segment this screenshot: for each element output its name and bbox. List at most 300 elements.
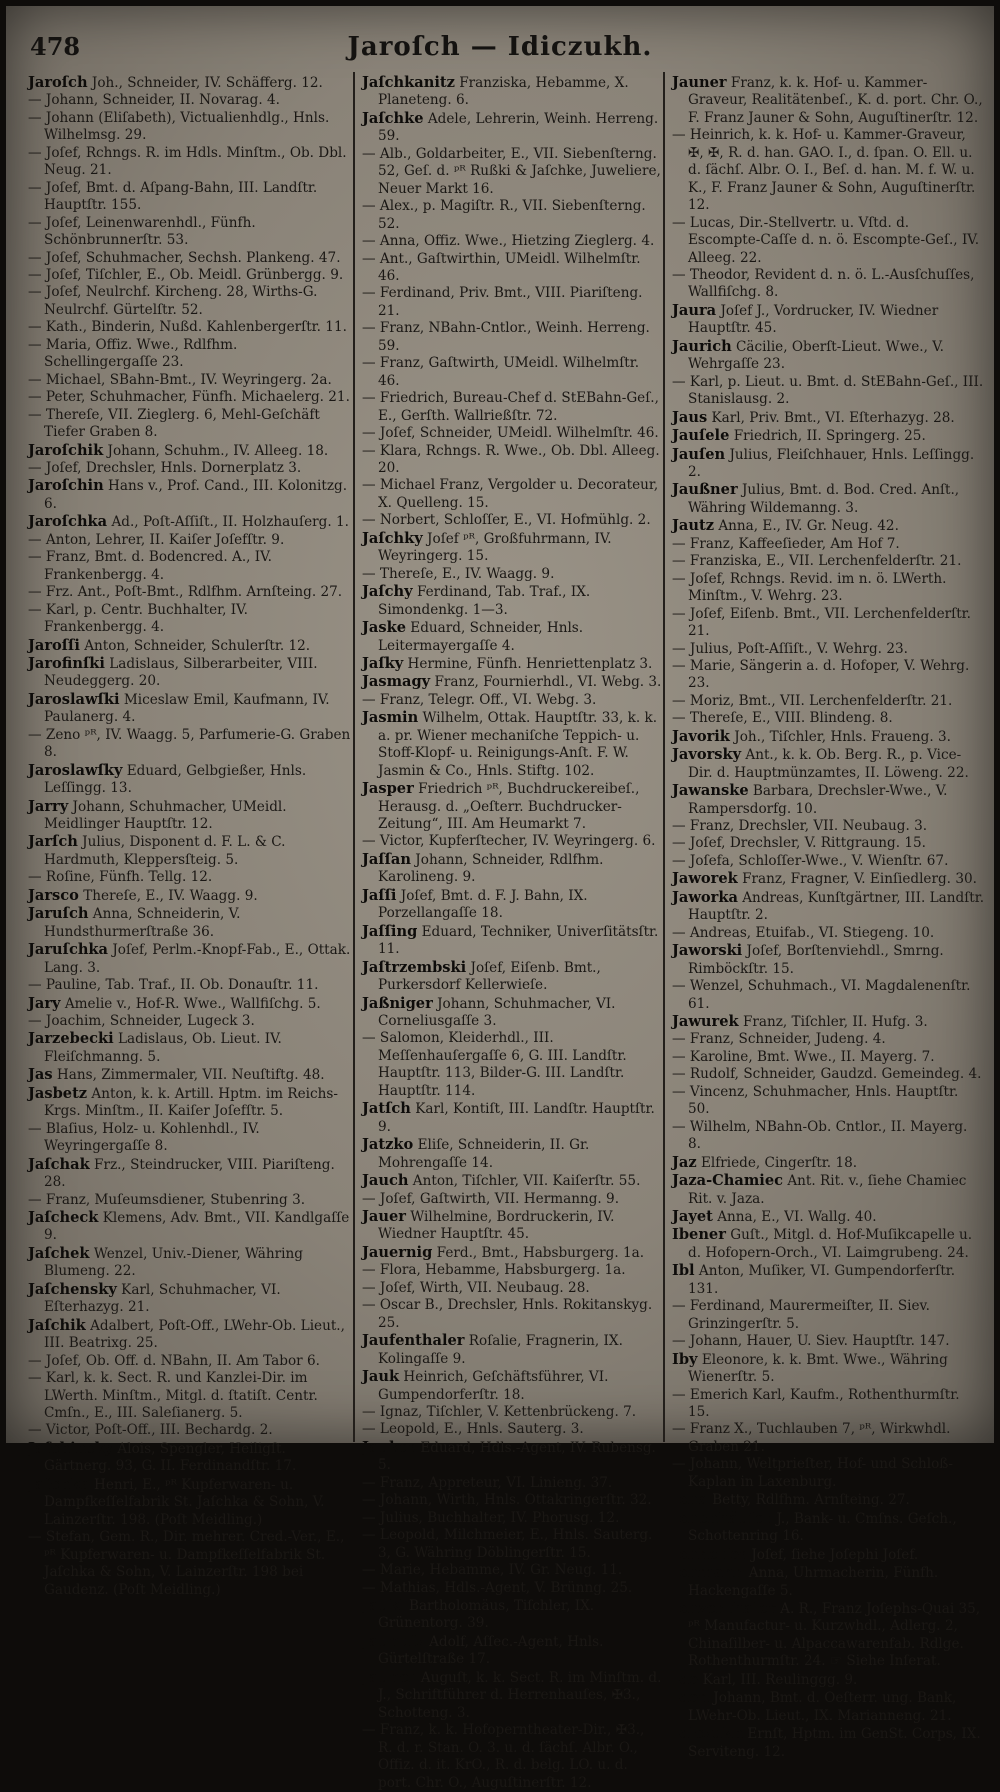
entry-surname: Jaz (672, 1153, 697, 1171)
directory-entry (362, 1404, 662, 1421)
directory-entry (28, 180, 352, 215)
directory-entry (362, 1527, 662, 1562)
directory-entry (672, 658, 984, 693)
directory-entry (362, 655, 662, 673)
directory-entry (28, 1353, 352, 1370)
entry-text: — Salomon, Kleiderhdl., III. Meſſenhauſergaſſe 6, G. III. Landſtr. Hauptſtr. 113, Bilder-G. III. Landſtr. Hauptſtr. 114. (362, 1030, 627, 1099)
entry-surname: Jayet (672, 1208, 713, 1225)
entry-text: — Michael Franz, Vergolder u. Decorateur, X. Quelleng. 15. (362, 477, 659, 511)
entry-text: Eduard, Schneider, Hnls. Leitermayergaſſe 4. (378, 620, 584, 654)
entry-surname: Jasmagy (362, 673, 431, 691)
entry-surname: Jarofinſki (28, 654, 105, 672)
directory-entry (672, 1031, 984, 1048)
entry-text: — Kath., Binderin, Nußd. Kahlenbergerſtr. 11. (28, 319, 347, 336)
entry-text: — Franz, k. k. Hofoperntheater-Dir., ✠3., R. d. r. Stan. O. 3. u. d. ſächſ. Albr. O., Offiz. d. it. KrO., R. d. belg. LO. u. d. port. Chr. O., Auguſtinerſtr. 12. (362, 1722, 645, 1791)
entry-surname: Jaußner (672, 481, 738, 499)
directory-entry (672, 1298, 984, 1333)
entry-surname: Jaſchensky (28, 1280, 117, 1298)
entry-text: — Roſine, Fünfh. Tellg. 12. (28, 869, 213, 886)
directory-entry (672, 215, 984, 267)
entry-text: — Leopold, Milchmeier, E., Hnls. Sauterg. 3, G. Währing Döblingerſtr. 15. (362, 1527, 653, 1561)
entry-text: Joſef, Borſtenviehdl., Smrng. Rimböckſtr. 15. (688, 943, 944, 977)
directory-entry (28, 1121, 352, 1156)
directory-entry (362, 619, 662, 655)
directory-entry (28, 691, 352, 727)
entry-surname: Ide (672, 1670, 699, 1688)
entry-text: — Maria, Offiz. Wwe., Rdlfhm. Schellingergaſſe 23. (28, 336, 238, 371)
entry-text: Eliſe, Schneiderin, II. Gr. Mohrengaſſe 14. (378, 1137, 590, 1171)
directory-entry (672, 571, 984, 606)
directory-entry (672, 481, 984, 517)
entry-text: Ladislaus, Ob. Lieut. IV. Fleiſchmanng. 5. (44, 1031, 282, 1065)
entry-text: — Thereſe, VII. Zieglerg. 6, Mehl-Geſchäft Tiefer Graben 8. (28, 406, 320, 441)
directory-entry (672, 517, 984, 535)
directory-entry (672, 1226, 984, 1262)
entry-text: Joſef, Eiſenb. Bmt., Purkersdorf Kellerwieſe. (378, 959, 601, 994)
entry-text: — Joſef, Ob. Off. d. NBahn, II. Am Tabor 6. (28, 1352, 320, 1369)
entry-surname: Jasbetz (28, 1084, 88, 1102)
directory-entry (672, 1013, 984, 1031)
entry-text: Anton, Tiſchler, VII. Kaiſerſtr. 55. (408, 1173, 641, 1190)
entry-text: Julius, Disponent d. F. L. & C. Hardmuth, Kleppersſteig. 5. (44, 834, 286, 868)
directory-entry (28, 1030, 352, 1066)
directory-page (6, 6, 994, 1791)
entry-surname: Ibl (672, 1262, 695, 1280)
entry-text: Karl, Kontiſt, III. Landſtr. Hauptſtr. 9. (378, 1101, 655, 1135)
directory-entry (28, 727, 352, 762)
directory-entry (28, 215, 352, 250)
entry-text: Adalbert, Poſt-Off., LWehr-Ob. Lieut., III. Beatrixg. 25. (44, 1317, 345, 1352)
directory-entry (362, 780, 662, 833)
entry-text: Joſef J., Vordrucker, IV. Wiedner Hauptſtr. 45. (688, 302, 939, 337)
entry-text: — Oscar B., Drechsler, Hnls. Rokitanskyg. 25. (362, 1297, 653, 1331)
entry-text: Joſef ᵖᴿ, Großfuhrmann, IV. Weyringerg. 15. (378, 530, 612, 565)
column-rule (353, 72, 355, 1442)
entry-text: — Wilhelm, NBahn-Ob. Cntlor., II. Mayerg. 8. (672, 1118, 968, 1153)
directory-entry (28, 407, 352, 442)
entry-text: — Franz, Schneider, Judeng. 4. (672, 1031, 886, 1048)
entry-text: — Franz, Kaffeeſieder, Am Hof 7. (672, 535, 900, 552)
directory-entry (362, 887, 662, 923)
directory-entry (672, 1154, 984, 1172)
entry-surname: Jaroſſi (28, 636, 80, 654)
entry-text: Johann, Schuhm., IV. Alleeg. 18. (103, 442, 329, 459)
entry-text: — Johann, Weltprieſter, Hof- und Schloß-Kaplan in Laxenburg. (672, 1456, 953, 1490)
page-header (6, 32, 994, 72)
directory-entry (28, 1245, 352, 1281)
entry-text: — Franziska, E., VII. Lerchenfelderſtr. 21. (672, 553, 962, 570)
directory-entry (28, 1156, 352, 1192)
entry-surname: Jaworka (672, 888, 738, 906)
directory-entry (28, 602, 352, 637)
entry-text: — Joſef, Neulrchf. Kircheng. 28, Wirths-G. Neulrchf. Gürtelſtr. 52. (28, 284, 318, 318)
entry-surname: Jaroſch (28, 74, 88, 91)
entry-text: Anton, Schneider, Schulerſtr. 12. (79, 637, 311, 654)
entry-text: Friedrich ᵖᴿ, Buchdruckereibeſ., Herausg. d. „Oeſterr. Buchdrucker-Zeitung“, III. Am Heumarkt 7. (378, 781, 640, 833)
entry-text: Anton, Muſiker, VI. Gumpendorferſtr. 131. (688, 1263, 956, 1297)
directory-entry (672, 606, 984, 641)
entry-text: — Zeno ᵖᴿ, IV. Waagg. 5, Parfumerie-G. Graben 8. (28, 726, 351, 761)
directory-entry (672, 1387, 984, 1422)
entry-text: Julius, Fleiſchhauer, Hnls. Leſſingg. 2. (688, 446, 975, 480)
entry-text: — Ignaz, Tiſchler, V. Kettenbrückeng. 7. (362, 1403, 637, 1420)
directory-entry (362, 851, 662, 887)
entry-text: — Thereſe, E., VIII. Blindeng. 8. (672, 710, 893, 727)
entry-surname: Jaura (672, 301, 717, 319)
entry-text: — Peter, Schuhmacher, Fünfh. Michaelerg. 21. (28, 389, 350, 406)
directory-entry (672, 1671, 984, 1689)
directory-entry (672, 746, 984, 782)
entry-surname: Idiczukh (672, 1725, 744, 1743)
entry-text: Adolf, Aſſec.-Agent, Hnls. Gürtelſtraße 17. (378, 1633, 604, 1668)
directory-entry (362, 110, 662, 146)
running-head: Jaroſch — Idiczukh. (347, 32, 653, 62)
directory-entry (28, 442, 352, 460)
directory-entry (28, 584, 352, 601)
entry-text: — Franz, NBahn-Cntlor., Weinh. Herreng. 59. (362, 320, 650, 354)
directory-entry (362, 74, 662, 110)
directory-entry (362, 1421, 662, 1438)
entry-surname: Jauſen (672, 445, 726, 463)
entry-text: Ferd., Bmt., Habsburgerg. 1a. (432, 1244, 645, 1261)
directory-entry (672, 446, 984, 482)
entry-surname: Jaſchy (362, 583, 413, 601)
entry-text: — Anna, Offiz. Wwe., Hietzing Zieglerg. 4. (362, 233, 655, 250)
directory-entry (362, 833, 662, 850)
entry-text: — Karoline, Bmt. Wwe., II. Mayerg. 7. (672, 1048, 935, 1065)
directory-entry (362, 285, 662, 320)
directory-entry (362, 995, 662, 1031)
entry-text: Anna, Schneiderin, V. Hundsthurmerſtraße 36. (44, 906, 241, 940)
directory-entry (362, 146, 662, 198)
entry-text: — Joſef, Rchngs. Revid. im n. ö. LWerth. Minſtm., V. Wehrg. 23. (672, 570, 947, 605)
directory-entry (28, 389, 352, 406)
directory-entry (672, 978, 984, 1013)
entry-surname: Jaſchka (28, 1475, 90, 1493)
directory-entry (672, 1172, 984, 1208)
directory-entry (362, 673, 662, 691)
directory-entry (28, 92, 352, 109)
directory-entry (672, 1456, 984, 1491)
entry-text: — Karl, k. k. Sect. R. und Kanzlei-Dir. im LWerth. Minſtm., Mitgl. d. ſtatiſt. Centr. Cmſn., E., III. Saleſianerg. 5. (28, 1370, 318, 1421)
directory-entry (362, 1475, 662, 1492)
directory-entry (28, 549, 352, 584)
directory-entry (362, 355, 662, 390)
entry-surname: Jaßniger (362, 994, 433, 1012)
directory-entry (362, 477, 662, 512)
entry-text: — Joſef, Schuhmacher, Sechsh. Plankeng. 47. (28, 249, 341, 266)
entry-surname: Iden (672, 1689, 709, 1707)
directory-entry (28, 532, 352, 549)
entry-surname: Jaworek (672, 870, 738, 888)
entry-text: — Lucas, Dir.-Stellvertr. u. Vſtd. d. Escompte-Caſſe d. n. ö. Escompte-Geſ., IV. Alleeg. 22. (672, 214, 980, 266)
directory-entry (672, 1333, 984, 1350)
directory-entry (362, 1510, 662, 1527)
directory-entry (362, 1722, 662, 1792)
entry-text: — Franz, Drechsler, VII. Neubaug. 3. (672, 818, 928, 835)
entry-text: Henri, E., ᵖᴿ Kupferwaren- u. Dampfkeſſelfabrik St. Jaſchka & Sohn, V. Lainzerſtr. 198. (Poſt Meidling.) (44, 1476, 325, 1528)
entry-text: — Michael, SBahn-Bmt., IV. Weyringerg. 2a. (28, 371, 332, 388)
entry-text: — Victor, Kupferſtecher, IV. Weyringerg. 6. (362, 833, 656, 850)
directory-entry (28, 762, 352, 798)
entry-surname: Jaurich (672, 337, 732, 355)
directory-entry (672, 1351, 984, 1387)
directory-entry (28, 337, 352, 372)
directory-entry (672, 710, 984, 727)
directory-entry (672, 1564, 984, 1600)
entry-surname: Jaza-Chamiec (672, 1172, 783, 1190)
directory-entry (28, 250, 352, 267)
directory-entry (28, 284, 352, 319)
entry-text: — Thereſe, E., IV. Waagg. 9. (362, 565, 555, 582)
directory-entry (362, 1297, 662, 1332)
column-1 (28, 74, 352, 1598)
directory-entry (362, 1580, 662, 1597)
directory-entry (362, 923, 662, 959)
directory-entry (28, 1192, 352, 1209)
directory-entry (362, 709, 662, 780)
directory-entry (672, 338, 984, 374)
directory-entry (28, 1209, 352, 1245)
directory-entry (28, 1422, 352, 1439)
entry-text: — Anton, Lehrer, II. Kaiſer Joſefſtr. 9. (28, 531, 285, 548)
entry-text: — Joſef, Leinenwarenhdl., Fünfh. Schönbrunnerſtr. 53. (28, 214, 256, 249)
directory-entry (672, 127, 984, 214)
entry-text: A. R., Franz Joſephs-Quai 35, ᵖᴿ Manufactur- u. Kurzwhdl., Adlerg. 2, Chinaſilber- u. Alpaccawarenfab. Rdlge. Rothenthurmſtr. 24. ☞ Siehe Inſerat. (688, 1600, 981, 1670)
directory-entry (362, 1172, 662, 1190)
entry-text: Karl, Priv. Bmt., VI. Eſterhazyg. 28. (707, 409, 955, 426)
entry-surname: Iby (672, 1350, 698, 1368)
entry-surname: Jaroslawſky (28, 761, 123, 779)
directory-entry (28, 1013, 352, 1030)
directory-entry (28, 1476, 352, 1529)
directory-entry (362, 1669, 662, 1722)
column-2 (362, 74, 662, 1791)
entry-surname: Javorik (672, 727, 730, 745)
entry-text: Thereſe, E., IV. Waagg. 9. (78, 887, 258, 904)
directory-entry (362, 1262, 662, 1279)
entry-text: Eleonore, k. k. Bmt. Wwe., Währing Wienerſtr. 5. (688, 1351, 948, 1386)
directory-entry (672, 889, 984, 925)
entry-text: Johann, Bmt. d. Oeſterr. ung. Bank, LWehr-Ob. Lieut., IX. Marianneng. 21. (688, 1690, 957, 1724)
directory-entry (362, 692, 662, 709)
directory-entry (362, 1492, 662, 1509)
directory-entry (28, 1085, 352, 1121)
entry-text: — Johann, Wirth, Hnls. Ottakringerſtr. 32. (362, 1492, 652, 1509)
entry-surname: Jaſchky (362, 529, 423, 547)
entry-text: Hans v., Prof. Cand., III. Kolonitzg. 6. (44, 478, 348, 512)
entry-text: Alois, Spengler, Heiligſt. Gärtnerg. 93, G. II. Ferdinandſtr. 17. (44, 1440, 297, 1475)
directory-entry (672, 641, 984, 658)
entry-text: Eduard, Techniker, Univerſitätsſtr. 11. (378, 923, 659, 958)
directory-entry (362, 1100, 662, 1136)
entry-surname: Ichenhäuſer (672, 1509, 773, 1527)
entry-text: Ferdinand, Tab. Traf., IX. Simondenkg. 1—3. (378, 584, 591, 618)
entry-text: Joh., Tiſchler, Hnls. Fraueng. 3. (729, 728, 951, 745)
entry-text: — Joſef, Eiſenb. Bmt., VII. Lerchenfelderſtr. 21. (672, 605, 971, 640)
directory-entry (362, 251, 662, 286)
directory-entry (672, 1546, 984, 1564)
directory-entry (28, 869, 352, 886)
directory-entry (362, 1030, 662, 1100)
entry-text: Franz, k. k. Hof- u. Kammer-Graveur, Realitätenbeſ., K. d. port. Chr. O., F. Franz Jauner & Sohn, Auguſtinerſtr. 12. (688, 75, 983, 126)
entry-surname: Jatſch (362, 1100, 411, 1118)
directory-entry (672, 1689, 984, 1725)
directory-entry (28, 110, 352, 145)
entry-surname: Jaſcheck (28, 1209, 99, 1226)
entry-text: Joſef, ſiehe Joſephi Joſef. (747, 1546, 919, 1563)
entry-text: Andreas, Kunſtgärtner, III. Landſtr. Hauptſtr. 2. (688, 889, 985, 924)
entry-text: Wenzel, Univ.-Diener, Währing Blumeng. 22. (44, 1245, 303, 1280)
directory-entry (672, 870, 984, 888)
entry-text: — Franz, Telegr. Off., VI. Webg. 3. (362, 691, 597, 708)
entry-surname: Javorsky (672, 746, 742, 764)
directory-entry (362, 566, 662, 583)
entry-text: Johann, Schuhmacher, VI. Corneliusgaſſe 3. (378, 995, 616, 1030)
directory-entry (672, 1491, 984, 1509)
entry-surname: Jary (28, 994, 61, 1012)
directory-entry (28, 372, 352, 389)
entry-text: Anna, E., IV. Gr. Neug. 42. (714, 518, 899, 535)
directory-entry (28, 995, 352, 1013)
entry-text: — Joſef, Drechsler, Hnls. Dornerplatz 3. (28, 459, 302, 476)
entry-text: — Andreas, Etuifab., VI. Stiegeng. 10. (672, 924, 935, 941)
column-rule (663, 72, 665, 1442)
entry-surname: Jaſſi (362, 886, 397, 904)
directory-entry (362, 1597, 662, 1633)
entry-surname: Jaunuſz (362, 1632, 425, 1650)
entry-text: Guſt., Mitgl. d. Hof-Muſikcapelle u. d. Hofopern-Orch., VI. Laimgrubeng. 24. (688, 1227, 973, 1261)
entry-text: Franz, Fournierhdl., VI. Webg. 3. (430, 674, 662, 691)
directory-entry (362, 1244, 662, 1262)
entry-text: Heinrich, Geſchäftsführer, VI. Gumpendorferſtr. 18. (378, 1369, 609, 1403)
directory-entry (28, 513, 352, 531)
directory-entry (362, 1208, 662, 1244)
directory-entry (28, 1317, 352, 1353)
entry-text: Joſef, Perlm.-Knopf-Fab., E., Ottak. Lang. 3. (44, 942, 351, 976)
entry-text: — Friedrich, Bureau-Chef d. StEBahn-Geſ., E., Gerſth. Wallrießſtr. 72. (362, 390, 659, 424)
entry-text: — Julius, Poſt-Aſſiſt., V. Wehrg. 23. (672, 640, 908, 657)
entry-text: Ernſt, Hptm. im GenSt. Corps, IX. Serviteng. 12. (688, 1726, 981, 1760)
directory-entry (672, 853, 984, 870)
entry-surname: Jarzebecki (28, 1030, 114, 1048)
entry-surname: Jatzko (362, 1136, 414, 1154)
entry-text: — Moriz, Bmt., VII. Lerchenfelderſtr. 21. (672, 692, 953, 709)
entry-surname: Jaſchek (28, 1244, 90, 1262)
entry-text: Betty, Rdlfhm. Arnſteing. 27. (707, 1492, 910, 1509)
entry-surname: Jaſſing (362, 922, 418, 940)
entry-surname: Jauernig (362, 1243, 433, 1261)
entry-surname: Jaroſchin (28, 477, 104, 495)
entry-text: — Ant., Gaſtwirthin, UMeidl. Wilhelmſtr. 46. (362, 250, 641, 284)
entry-text: Anna, Uhrmacherin, Fünfh. Hackengaſſe 5. (688, 1565, 939, 1599)
directory-entry (28, 833, 352, 869)
entry-text: — Victor, Poſt-Off., III. Bechardg. 2. (28, 1422, 273, 1439)
entry-text: — Rudolf, Schneider, Gaudzd. Gemeindeg. 4. (672, 1066, 982, 1083)
entry-surname: Jaſchkanitz (362, 74, 455, 91)
directory-entry (362, 425, 662, 442)
directory-entry (362, 1191, 662, 1208)
directory-entry (672, 942, 984, 978)
entry-text: — Theodor, Revident d. n. ö. L.-Ausſchuſſes, Wallfiſchg. 8. (672, 266, 975, 301)
entry-surname: Jaſſan (362, 850, 411, 868)
entry-text: — Ferdinand, Maurermeiſter, II. Siev. Grinzingerſtr. 5. (672, 1298, 930, 1332)
entry-surname: Jauch (362, 1172, 409, 1190)
directory-entry (672, 728, 984, 746)
directory-entry (672, 1600, 984, 1671)
directory-entry (672, 409, 984, 427)
entry-surname: Jaſchinsky (28, 1439, 114, 1457)
entry-surname: Jarsco (28, 886, 79, 904)
directory-entry (28, 887, 352, 905)
directory-entry (362, 443, 662, 478)
entry-text: — Joſefa, Schloſſer-Wwe., V. Wienſtr. 67. (672, 852, 949, 869)
directory-entry (672, 693, 984, 710)
directory-entry (28, 977, 352, 994)
directory-entry (362, 1368, 662, 1404)
entry-text: — Joſef, Bmt. d. Aſpang-Bahn, III. Landſtr. Hauptſtr. 155. (28, 179, 318, 214)
entry-text: — Flora, Hebamme, Habsburgerg. 1a. (362, 1262, 626, 1279)
entry-text: — Blaſius, Holz- u. Kohlenhdl., IV. Weyringergaſſe 8. (28, 1120, 260, 1155)
entry-text: — Joſef, Rchngs. R. im Hdls. Minſtm., Ob. Dbl. Neug. 21. (28, 144, 347, 179)
directory-entry (28, 477, 352, 513)
entry-text: Karl, Schuhmacher, VI. Eſterhazyg. 21. (44, 1281, 281, 1316)
entry-surname: Jauſele (672, 427, 730, 445)
directory-entry (28, 267, 352, 284)
entry-text: — Wenzel, Schuhmach., VI. Magdalenenſtr. 61. (672, 978, 971, 1012)
entry-surname: Ibener (672, 1226, 726, 1244)
entry-surname: Jaſky (362, 654, 404, 672)
entry-text: Klemens, Adv. Bmt., VII. Kandlgaſſe 9. (44, 1210, 350, 1244)
entry-text: — Vincenz, Schuhmacher, Hnls. Hauptſtr. 50. (672, 1083, 959, 1118)
directory-entry (672, 835, 984, 852)
entry-surname: Jawanske (672, 782, 749, 800)
entry-text: — Franz X., Tuchlauben 7, ᵖᴿ, Wirkwhdl. Graben 21. (672, 1421, 951, 1455)
entry-surname: Jaworski (672, 942, 743, 960)
entry-text: — Mathias, Hdls.-Agent, V. Brünng. 25. (362, 1579, 633, 1596)
entry-text: Franz, Fragner, V. Einſiedlerg. 30. (737, 871, 977, 888)
directory-entry (672, 1510, 984, 1546)
directory-entry (672, 1119, 984, 1154)
entry-surname: Jaus (672, 408, 708, 426)
entry-text: Franziska, Hebamme, X. Planeteng. 6. (378, 75, 629, 109)
entry-surname: Jautz (672, 517, 714, 535)
entry-text: — Norbert, Schloſſer, E., VI. Hofmühlg. 2. (362, 512, 651, 529)
column-3 (672, 74, 985, 1760)
entry-text: Bartholomäus, Tiſchler, IX. Grünentorg. 39. (378, 1597, 595, 1632)
directory-entry (362, 530, 662, 566)
page-number: 478 (30, 32, 81, 61)
directory-entry (672, 302, 984, 338)
entry-text: J., Bank- u. Cmſns. Geſch., Schottenring 16. (688, 1510, 957, 1545)
entry-text: — Julius, Buchhalter, IV. Phorusg. 12. (362, 1509, 620, 1526)
directory-entry (28, 319, 352, 336)
entry-surname: Jaſchik (28, 1316, 86, 1334)
entry-surname: Jaroslawſki (28, 690, 120, 708)
entry-text: — Karl, p. Centr. Buchhalter, IV. Frankenbergg. 4. (28, 601, 248, 636)
entry-text: Wilhelm, Ottak. Hauptſtr. 33, k. k. a. pr. Wiener mechaniſche Teppich- u. Stoff-Klopf- u. Reinigungs-Anſt. F. W. Jasmin & Co., Hnls. Stiftg. 102. (378, 710, 658, 779)
entry-surname: Jasmin (362, 709, 419, 727)
entry-text: Elfriede, Cingerſtr. 18. (696, 1154, 858, 1171)
entry-text: — Franz, Appreteur, VI. Linieng. 37. (362, 1474, 613, 1491)
entry-text: Frz., Steindrucker, VIII. Piariſteng. 28. (44, 1156, 335, 1191)
directory-entry (362, 512, 662, 529)
directory-entry (28, 1370, 352, 1422)
entry-text: — Joſef, Schneider, UMeidl. Wilhelmſtr. 46. (362, 425, 659, 442)
entry-text: — Franz, Muſeumsdiener, Stubenring 3. (28, 1191, 306, 1208)
entry-text: Julius, Bmt. d. Bod. Cred. Anſt., Währing Wildemanng. 3. (688, 482, 960, 516)
directory-entry (28, 637, 352, 655)
